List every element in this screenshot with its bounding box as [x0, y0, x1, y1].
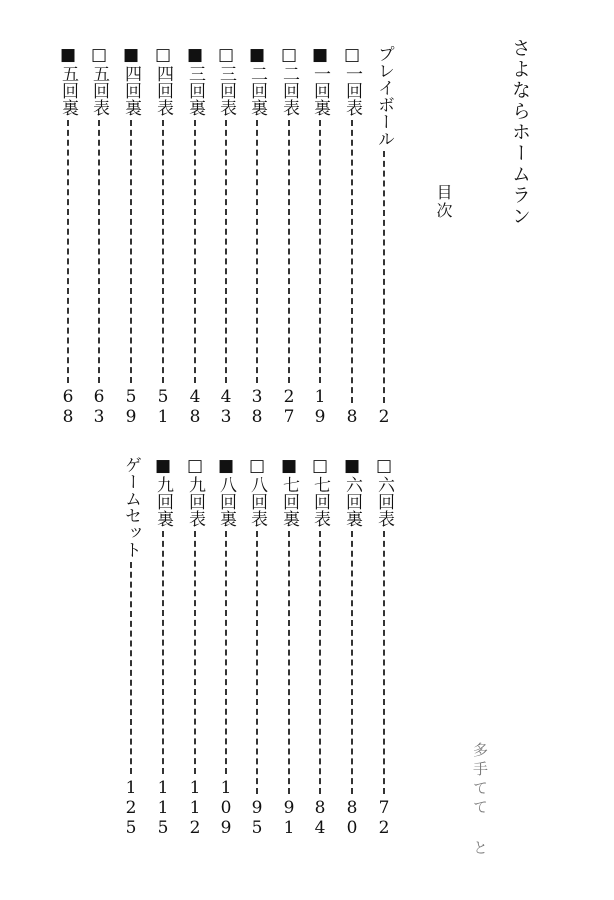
toc-entry-page: 63: [89, 387, 109, 427]
toc-entry-5-bottom[interactable]: [56, 45, 80, 427]
inning-top-mark-icon: □: [185, 456, 205, 476]
toc-entry-label: □五回表: [89, 45, 109, 116]
dot-leader: [256, 531, 258, 794]
toc-entry-playball[interactable]: [372, 45, 396, 427]
dot-leader: [288, 531, 290, 794]
toc-entry-page: 109: [216, 778, 236, 838]
toc-entry-page: 27: [279, 387, 299, 427]
toc-entry-page: 80: [342, 798, 362, 838]
toc-entry-label: ゲームセット: [121, 456, 141, 558]
toc-entry-4-top[interactable]: [151, 45, 175, 427]
toc-entry-3-top[interactable]: [214, 45, 238, 427]
dot-leader: [162, 120, 164, 383]
dot-leader: [225, 120, 227, 383]
toc-entry-label: □七回表: [310, 456, 330, 527]
toc-entry-1-top[interactable]: [340, 45, 364, 427]
dot-leader: [194, 531, 196, 774]
inning-bottom-mark-icon: ■: [247, 45, 267, 65]
toc-entry-8-bottom[interactable]: [214, 456, 238, 838]
dot-leader: [225, 531, 227, 774]
toc-entry-2-top[interactable]: [277, 45, 301, 427]
inning-bottom-mark-icon: ■: [279, 456, 299, 476]
toc-entry-page: 59: [121, 387, 141, 427]
dot-leader: [194, 120, 196, 383]
toc-entry-2-bottom[interactable]: [245, 45, 269, 427]
dot-leader: [130, 120, 132, 383]
toc-entry-label: ■九回裏: [153, 456, 173, 527]
dot-leader: [256, 120, 258, 383]
toc-entry-page: 84: [310, 798, 330, 838]
toc-entry-label: □六回表: [374, 456, 394, 527]
dot-leader: [319, 120, 321, 383]
toc-entry-9-top[interactable]: [183, 456, 207, 838]
dot-leader: [383, 151, 385, 403]
toc-entry-page: 115: [153, 778, 173, 838]
toc-entry-page: 48: [185, 387, 205, 427]
toc-entry-label: ■三回裏: [185, 45, 205, 116]
toc-entry-label: □四回表: [153, 45, 173, 116]
toc-entry-7-bottom[interactable]: [277, 456, 301, 838]
toc-entry-label: ■二回裏: [247, 45, 267, 116]
toc-heading: 目次: [434, 184, 453, 220]
dot-leader: [351, 120, 353, 403]
toc-entry-label: □二回表: [279, 45, 299, 116]
dot-leader: [319, 531, 321, 794]
inning-top-mark-icon: □: [247, 456, 267, 476]
dot-leader: [98, 120, 100, 383]
toc-entry-label: ■七回裏: [279, 456, 299, 527]
inning-bottom-mark-icon: ■: [58, 45, 78, 65]
toc-entry-page: 112: [185, 778, 205, 838]
toc-entry-gameset[interactable]: [119, 456, 143, 838]
toc-entry-page: 125: [121, 778, 141, 838]
toc-entry-9-bottom[interactable]: [151, 456, 175, 838]
toc-entry-label: ■四回裏: [121, 45, 141, 116]
toc-entry-6-top[interactable]: [372, 456, 396, 838]
toc-entry-page: 19: [310, 387, 330, 427]
toc-entry-7-top[interactable]: [308, 456, 332, 838]
toc-entry-6-bottom[interactable]: [340, 456, 364, 838]
toc-entry-label: □九回表: [185, 456, 205, 527]
dot-leader: [130, 562, 132, 774]
toc-entry-label: ■六回裏: [342, 456, 362, 527]
dot-leader: [162, 531, 164, 774]
author-name: 多手てて と: [471, 742, 489, 859]
toc-entry-label: ■一回裏: [310, 45, 330, 116]
toc-entry-page: 2: [374, 407, 394, 427]
toc-entry-page: 51: [153, 387, 173, 427]
toc-entry-label: □八回表: [247, 456, 267, 527]
toc-entry-label: ■八回裏: [216, 456, 236, 527]
inning-top-mark-icon: □: [279, 45, 299, 65]
toc-entry-5-top[interactable]: [87, 45, 111, 427]
toc-entry-4-bottom[interactable]: [119, 45, 143, 427]
dot-leader: [383, 531, 385, 794]
toc-entry-3-bottom[interactable]: [183, 45, 207, 427]
inning-top-mark-icon: □: [153, 45, 173, 65]
inning-bottom-mark-icon: ■: [153, 456, 173, 476]
toc-entry-page: 38: [247, 387, 267, 427]
inning-top-mark-icon: □: [374, 456, 394, 476]
toc-entry-label: ■五回裏: [58, 45, 78, 116]
toc-entry-label: プレイボール: [374, 45, 394, 147]
inning-bottom-mark-icon: ■: [342, 456, 362, 476]
inning-bottom-mark-icon: ■: [216, 456, 236, 476]
toc-entry-page: 8: [342, 407, 362, 427]
toc-entry-page: 95: [247, 798, 267, 838]
dot-leader: [351, 531, 353, 794]
toc-entry-label: □三回表: [216, 45, 236, 116]
inning-top-mark-icon: □: [216, 45, 236, 65]
inning-bottom-mark-icon: ■: [310, 45, 330, 65]
dot-leader: [288, 120, 290, 383]
toc-entry-page: 72: [374, 798, 394, 838]
toc-entry-page: 91: [279, 798, 299, 838]
toc-entry-8-top[interactable]: [245, 456, 269, 838]
book-title: さよならホームラン: [509, 38, 531, 227]
inning-bottom-mark-icon: ■: [185, 45, 205, 65]
dot-leader: [67, 120, 69, 383]
toc-entry-page: 43: [216, 387, 236, 427]
inning-top-mark-icon: □: [89, 45, 109, 65]
inning-top-mark-icon: □: [310, 456, 330, 476]
toc-entry-1-bottom[interactable]: [308, 45, 332, 427]
inning-top-mark-icon: □: [342, 45, 362, 65]
inning-bottom-mark-icon: ■: [121, 45, 141, 65]
toc-entry-label: □一回表: [342, 45, 362, 116]
toc-entry-page: 68: [58, 387, 78, 427]
